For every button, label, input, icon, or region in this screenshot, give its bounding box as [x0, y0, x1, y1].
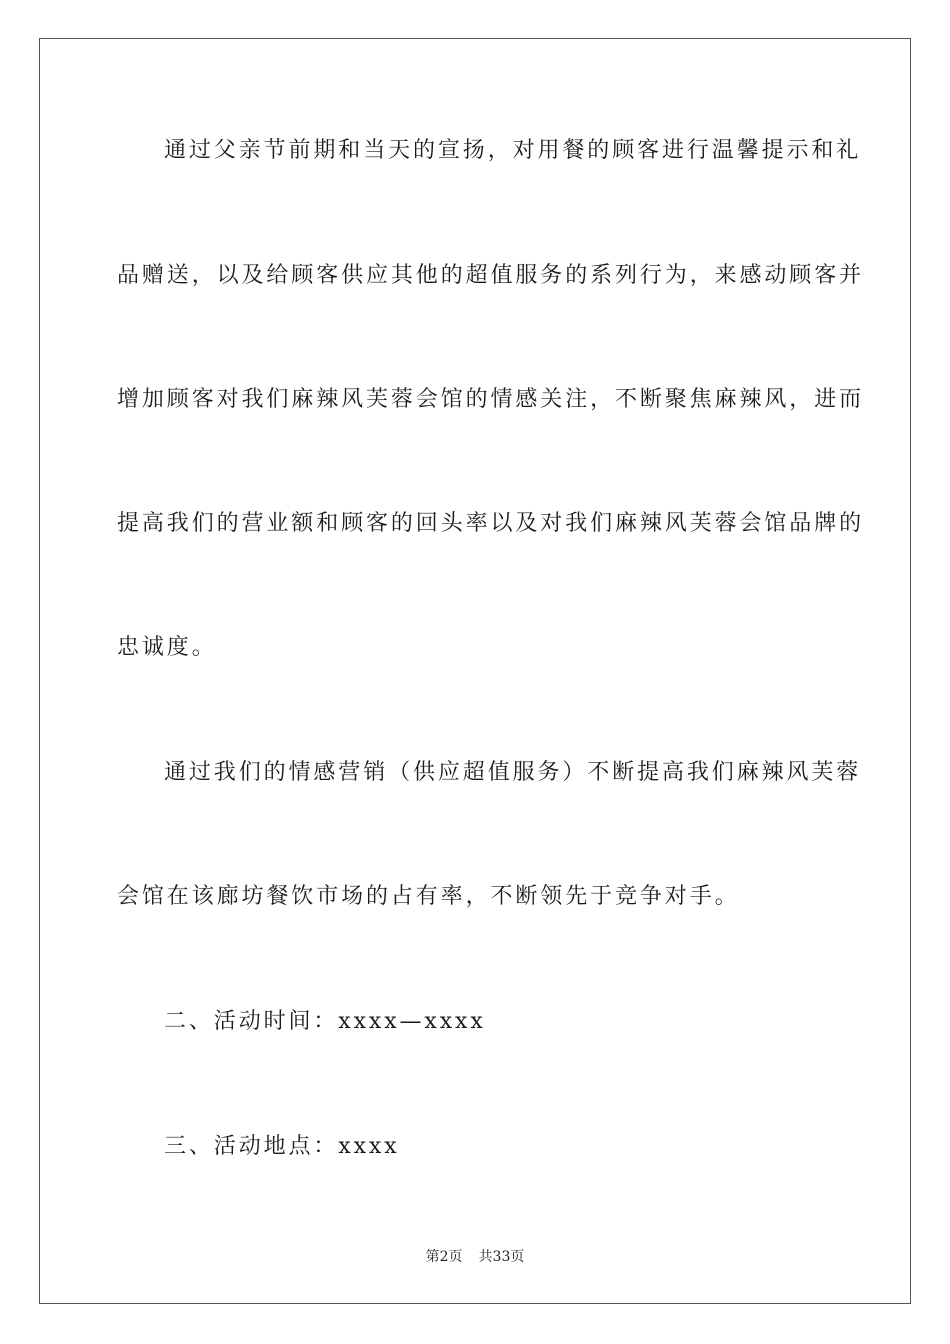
section-activity-time: 二、活动时间：xxxx—xxxx [164, 1009, 486, 1034]
paragraph-1-line-5: 忠诚度。 [117, 635, 217, 660]
paragraph-2-line-2: 会馆在该廊坊餐饮市场的占有率，不断领先于竞争对手。 [117, 884, 740, 909]
paragraph-1-line-1: 通过父亲节前期和当天的宣扬，对用餐的顾客进行温馨提示和礼 [164, 138, 862, 163]
paragraph-1-line-2: 品赠送，以及给顾客供应其他的超值服务的系列行为，来感动顾客并 [117, 263, 865, 288]
paragraph-1-line-4: 提高我们的营业额和顾客的回头率以及对我们麻辣风芙蓉会馆品牌的 [117, 511, 865, 536]
page-number: 第2页 [425, 1249, 463, 1265]
paragraph-2-line-1: 通过我们的情感营销（供应超值服务）不断提高我们麻辣风芙蓉 [164, 760, 862, 785]
section-activity-place: 三、活动地点：xxxx [164, 1134, 400, 1159]
page-footer [0, 1248, 950, 1266]
page-frame [39, 38, 911, 1304]
paragraph-1-line-3: 增加顾客对我们麻辣风芙蓉会馆的情感关注，不断聚焦麻辣风，进而 [117, 387, 865, 412]
page-total: 共33页 [478, 1249, 525, 1265]
